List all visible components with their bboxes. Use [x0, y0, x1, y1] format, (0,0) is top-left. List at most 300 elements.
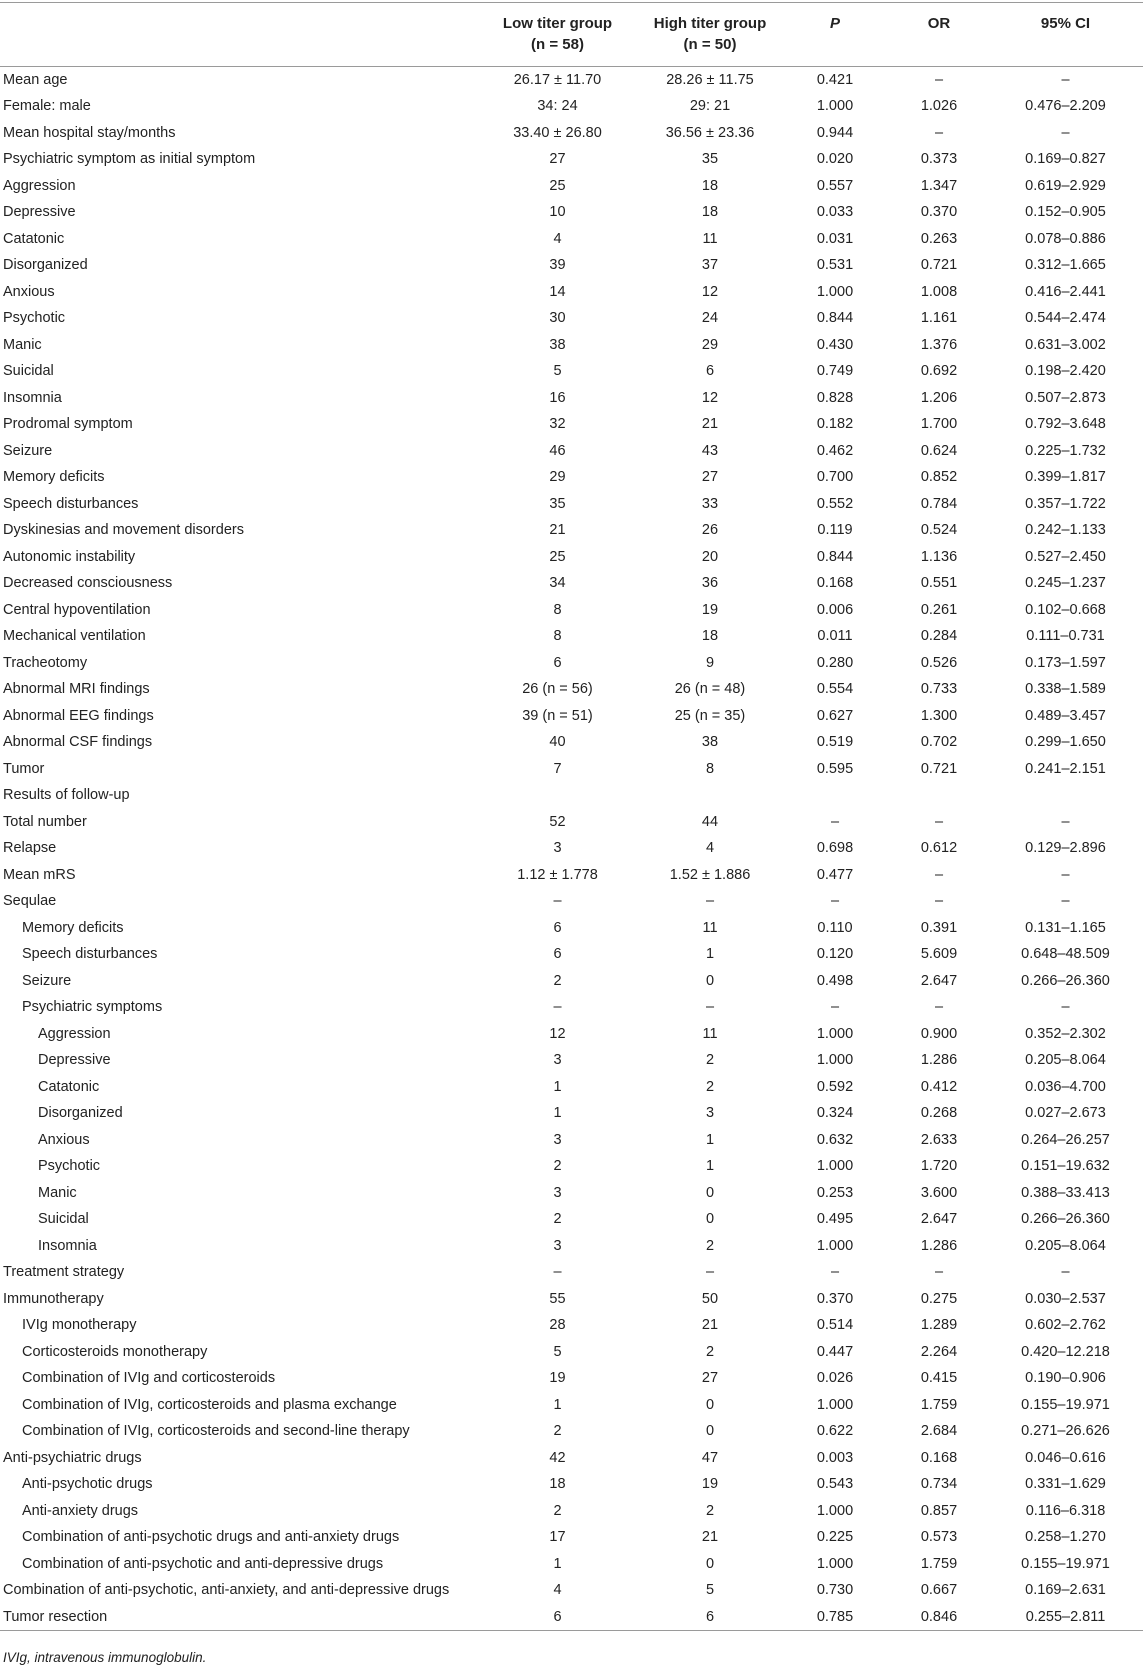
p-value: 0.554 — [816, 681, 854, 698]
or-value: 0.412 — [920, 1078, 958, 1095]
low-titer-value: 2 — [553, 1423, 562, 1440]
table-row — [0, 1180, 1143, 1207]
row-label: Combination of IVIg and corticosteroids — [22, 1370, 276, 1387]
or-value: – — [934, 893, 944, 910]
or-value: 1.759 — [920, 1396, 958, 1413]
low-titer-value: 2 — [553, 1158, 562, 1175]
header-or: OR — [890, 3, 988, 67]
low-titer-value: 52 — [549, 813, 566, 830]
high-titer-value: 0 — [705, 1211, 715, 1228]
low-titer-value: 3 — [553, 1052, 562, 1069]
row-label: Manic — [3, 336, 42, 353]
row-label: Tumor resection — [0, 1604, 475, 1631]
high-titer-value: 26 — [701, 522, 719, 539]
table-row — [0, 1577, 1143, 1604]
low-titer-value: 33.40 ± 26.80 — [513, 124, 602, 141]
or-value: – — [934, 999, 944, 1016]
table-row — [0, 1312, 1143, 1339]
ci-value: 0.129–2.896 — [1025, 840, 1106, 857]
row-label: Disorganized — [3, 257, 88, 274]
p-value: 1.000 — [816, 98, 854, 115]
ci-value: 0.266–26.360 — [1021, 972, 1110, 989]
high-titer-value: 28.26 ± 11.75 — [666, 72, 754, 88]
high-titer-value: 9 — [705, 654, 715, 671]
p-value: 0.531 — [816, 257, 854, 274]
or-value: 1.286 — [920, 1237, 958, 1254]
high-titer-value: – — [705, 893, 715, 910]
low-titer-value: 12 — [549, 1025, 566, 1042]
or-value: 0.526 — [920, 654, 958, 671]
p-value: 1.000 — [816, 1158, 854, 1175]
table-row — [0, 1286, 1143, 1313]
table-row — [0, 1233, 1143, 1260]
high-titer-value: 38 — [701, 734, 719, 751]
low-titer-value: 26 (n = 56) — [522, 681, 593, 698]
table-row — [0, 120, 1143, 147]
table-row — [0, 544, 1143, 571]
row-label: Abnormal MRI findings — [3, 681, 150, 698]
ci-value: 0.299–1.650 — [1025, 734, 1106, 751]
low-titer-value: 30 — [549, 310, 566, 327]
ci-value: 0.648–48.509 — [1021, 946, 1110, 963]
row-label: Seizure — [3, 442, 53, 459]
row-label: Depressive — [38, 1052, 111, 1069]
low-titer-value: 2 — [553, 1502, 562, 1519]
ci-value: 0.258–1.270 — [1025, 1529, 1106, 1546]
header-low-titer-title: Low titer group — [502, 15, 613, 32]
high-titer-value: 18 — [701, 628, 719, 645]
p-value: 1.000 — [816, 1025, 854, 1042]
row-label: Aggression — [3, 177, 76, 194]
p-value: 0.110 — [817, 919, 853, 936]
row-label: Combination of anti-psychotic and anti-depressive drugs — [22, 1555, 384, 1572]
table-row — [0, 517, 1143, 544]
p-value: 0.280 — [816, 654, 854, 671]
high-titer-value: 36 — [701, 575, 719, 592]
p-value: 0.730 — [816, 1582, 854, 1599]
or-value: 0.261 — [920, 601, 958, 618]
p-value: 0.552 — [816, 495, 854, 512]
ci-value — [988, 782, 1143, 809]
table-row — [0, 1259, 1143, 1286]
row-label: Prodromal symptom — [3, 416, 133, 433]
table-row — [0, 1365, 1143, 1392]
or-value: 0.692 — [920, 363, 958, 380]
ci-value: 0.420–12.218 — [1021, 1343, 1110, 1360]
p-value: 0.632 — [816, 1131, 854, 1148]
low-titer-value: 28 — [549, 1317, 566, 1334]
row-label: Psychotic — [38, 1158, 101, 1175]
table-row — [0, 915, 1143, 942]
data-table — [0, 2, 1143, 1631]
row-label: Combination of anti-psychotic, anti-anxiety, and anti-depressive drugs — [3, 1582, 450, 1599]
ci-value: – — [1061, 124, 1070, 141]
low-titer-value: 3 — [553, 1237, 562, 1254]
row-label: Treatment strategy — [3, 1264, 125, 1281]
row-label: Catatonic — [38, 1078, 100, 1095]
row-label: Relapse — [3, 840, 57, 857]
header-high-titer — [640, 3, 780, 67]
low-titer-value: 8 — [553, 601, 562, 618]
ci-value: 0.416–2.441 — [1025, 283, 1106, 300]
or-value: 0.573 — [920, 1529, 958, 1546]
ci-value: 0.131–1.165 — [1025, 919, 1106, 936]
or-value: 0.370 — [920, 204, 958, 221]
p-value: 0.033 — [816, 204, 854, 221]
row-label: Suicidal — [38, 1211, 89, 1228]
table-row — [0, 1524, 1143, 1551]
high-titer-value: 44 — [701, 813, 719, 830]
table-row — [0, 1047, 1143, 1074]
low-titer-value: 1 — [553, 1555, 562, 1572]
ci-value: 0.476–2.209 — [1025, 98, 1106, 115]
row-label: Seizure — [22, 972, 72, 989]
row-label: Insomnia — [38, 1237, 97, 1254]
or-value: – — [934, 72, 944, 88]
table-row — [0, 438, 1143, 465]
high-titer-value: 21 — [701, 416, 719, 433]
high-titer-value: 1 — [705, 1131, 715, 1148]
p-value: – — [830, 893, 840, 910]
low-titer-value: 18 — [549, 1476, 566, 1493]
row-label: Decreased consciousness — [3, 575, 173, 592]
or-value: 0.857 — [920, 1502, 958, 1519]
high-titer-value: 0 — [705, 1184, 715, 1201]
p-value: 0.225 — [816, 1529, 854, 1546]
p-value: 0.430 — [816, 336, 854, 353]
low-titer-value: 4 — [553, 230, 562, 247]
low-titer-value: 39 (n = 51) — [522, 707, 593, 724]
high-titer-value: 20 — [701, 548, 719, 565]
row-label: Anti-anxiety drugs — [22, 1502, 139, 1519]
high-titer-value: 11 — [702, 919, 718, 936]
row-label: Speech disturbances — [3, 495, 139, 512]
or-value: 3.600 — [920, 1184, 958, 1201]
high-titer-value: 27 — [701, 1370, 719, 1387]
low-titer-value: 16 — [549, 389, 566, 406]
or-value: 2.264 — [920, 1343, 958, 1360]
high-titer-value: – — [705, 999, 715, 1016]
p-value: 0.006 — [816, 601, 854, 618]
p-value: 0.003 — [816, 1449, 854, 1466]
table-row — [0, 968, 1143, 995]
table-row — [0, 623, 1143, 650]
or-value: 2.684 — [920, 1423, 958, 1440]
or-value: 1.300 — [920, 707, 958, 724]
or-value: 0.667 — [920, 1582, 958, 1599]
ci-value: 0.388–33.413 — [1021, 1184, 1110, 1201]
ci-value: 0.169–2.631 — [1025, 1582, 1106, 1599]
row-label: Suicidal — [3, 363, 54, 380]
high-titer-value: 36.56 ± 23.36 — [665, 124, 755, 141]
or-value: 0.733 — [920, 681, 958, 698]
table-row — [0, 226, 1143, 253]
low-titer-value: 4 — [553, 1582, 562, 1599]
row-label: Immunotherapy — [3, 1290, 104, 1307]
table-row — [0, 1498, 1143, 1525]
low-titer-value: 25 — [549, 548, 566, 565]
low-titer-value: 3 — [553, 840, 562, 857]
table-row — [0, 411, 1143, 438]
ci-value: 0.205–8.064 — [1025, 1237, 1106, 1254]
p-value: 0.785 — [780, 1604, 890, 1631]
low-titer-value: 5 — [553, 363, 562, 380]
low-titer-value: 6 — [553, 919, 562, 936]
table-row — [0, 1604, 1143, 1631]
or-value: 0.846 — [890, 1604, 988, 1631]
or-value: 0.721 — [920, 760, 958, 777]
low-titer-value: 6 — [553, 946, 562, 963]
header-label — [0, 3, 475, 67]
high-titer-value: 27 — [701, 469, 719, 486]
or-value: 0.391 — [920, 919, 958, 936]
ci-value: – — [1061, 813, 1070, 830]
p-value: – — [830, 999, 840, 1016]
or-value: 2.647 — [920, 972, 958, 989]
or-value: 1.161 — [920, 310, 958, 327]
ci-value: 0.225–1.732 — [1025, 442, 1106, 459]
or-value: 0.373 — [920, 151, 958, 168]
low-titer-value: 5 — [553, 1343, 562, 1360]
p-value: 0.498 — [816, 972, 854, 989]
table-row — [0, 491, 1143, 518]
low-titer-value: 46 — [549, 442, 566, 459]
high-titer-value: 50 — [701, 1290, 719, 1307]
ci-value: 0.245–1.237 — [1025, 575, 1106, 592]
table-row — [0, 1551, 1143, 1578]
p-value: 0.828 — [816, 389, 854, 406]
or-value: 1.026 — [920, 98, 958, 115]
header-low-titer-n: (n = 58) — [531, 36, 584, 53]
or-value: 0.612 — [920, 840, 958, 857]
row-label: Aggression — [38, 1025, 111, 1042]
ci-value: – — [1061, 866, 1070, 883]
high-titer-value: 8 — [705, 760, 715, 777]
ci-value: 0.619–2.929 — [1025, 177, 1106, 194]
or-value: 1.720 — [920, 1158, 958, 1175]
p-value: 0.324 — [816, 1105, 854, 1122]
row-label: Mean hospital stay/months — [3, 124, 176, 141]
ci-value: 0.357–1.722 — [1025, 495, 1106, 512]
low-titer-value: 1.12 ± 1.778 — [517, 866, 598, 883]
p-value: 0.749 — [816, 363, 854, 380]
low-titer-value — [475, 782, 640, 809]
or-value: 5.609 — [920, 946, 958, 963]
p-value: 1.000 — [816, 1502, 854, 1519]
table-row — [0, 1418, 1143, 1445]
p-value: 0.844 — [816, 548, 854, 565]
p-value: 0.700 — [816, 469, 854, 486]
ci-value: 0.602–2.762 — [1025, 1317, 1106, 1334]
high-titer-value: 1 — [705, 946, 715, 963]
or-value: 1.286 — [920, 1052, 958, 1069]
high-titer-value — [640, 782, 780, 809]
p-value: 0.514 — [816, 1317, 854, 1334]
high-titer-value: 43 — [701, 442, 719, 459]
row-label: Abnormal EEG findings — [3, 707, 154, 724]
ci-value: 0.264–26.257 — [1021, 1131, 1110, 1148]
table-row — [0, 703, 1143, 730]
table-row — [0, 279, 1143, 306]
or-value: – — [934, 813, 944, 830]
low-titer-value: 38 — [549, 336, 566, 353]
ci-value: 0.527–2.450 — [1025, 548, 1106, 565]
header-high-titer-title: High titer group — [653, 15, 767, 32]
high-titer-value: 12 — [701, 283, 719, 300]
high-titer-value: 24 — [701, 310, 719, 327]
or-value: 0.284 — [920, 628, 958, 645]
or-value: 1.347 — [920, 177, 958, 194]
table-row — [0, 597, 1143, 624]
row-label: Autonomic instability — [3, 548, 136, 565]
low-titer-value: 3 — [553, 1131, 562, 1148]
table-row — [0, 994, 1143, 1021]
table-footnote: IVIg, intravenous immunoglobulin. — [3, 1650, 207, 1665]
high-titer-value: 0 — [705, 1555, 715, 1572]
table-row — [0, 93, 1143, 120]
low-titer-value: 34: 24 — [537, 98, 578, 115]
high-titer-value: 0 — [705, 972, 715, 989]
high-titer-value: 2 — [705, 1052, 715, 1069]
high-titer-value: 2 — [705, 1502, 715, 1519]
p-value: 0.462 — [816, 442, 854, 459]
row-label: Catatonic — [3, 230, 65, 247]
p-value: – — [830, 1264, 840, 1281]
or-value: 0.275 — [920, 1290, 958, 1307]
ci-value: 0.027–2.673 — [1025, 1105, 1106, 1122]
or-value: 2.647 — [920, 1211, 958, 1228]
p-value: 0.698 — [816, 840, 854, 857]
or-value: – — [934, 866, 944, 883]
ci-value: 0.241–2.151 — [1025, 760, 1106, 777]
ci-value: 0.331–1.629 — [1025, 1476, 1106, 1493]
row-label: Central hypoventilation — [3, 601, 151, 618]
or-value: 0.168 — [920, 1449, 958, 1466]
high-titer-value: 4 — [705, 840, 715, 857]
p-value: 0.447 — [816, 1343, 854, 1360]
low-titer-value: – — [553, 999, 562, 1016]
header-p: P — [780, 3, 890, 67]
low-titer-value: 10 — [549, 204, 566, 221]
ci-value: 0.271–26.626 — [1021, 1423, 1110, 1440]
ci-value: – — [1061, 1264, 1070, 1281]
table-row — [0, 385, 1143, 412]
row-label: Female: male — [3, 98, 91, 115]
p-value: 0.182 — [816, 416, 854, 433]
p-value: 1.000 — [816, 1052, 854, 1069]
p-value: 0.020 — [816, 151, 854, 168]
high-titer-value: 1 — [705, 1158, 715, 1175]
ci-value: 0.169–0.827 — [1025, 151, 1106, 168]
table-row — [0, 173, 1143, 200]
or-value: 1.376 — [920, 336, 958, 353]
low-titer-value: 32 — [549, 416, 566, 433]
table-row — [0, 332, 1143, 359]
low-titer-value: 40 — [549, 734, 566, 751]
high-titer-value: 33 — [701, 495, 719, 512]
high-titer-value: 18 — [701, 177, 719, 194]
p-value: 1.000 — [816, 1555, 854, 1572]
ci-value: 0.338–1.589 — [1025, 681, 1106, 698]
header-ci: 95% CI — [988, 3, 1143, 67]
table-row — [0, 570, 1143, 597]
p-value: 0.944 — [816, 124, 854, 141]
low-titer-value: 34 — [549, 575, 566, 592]
high-titer-value: 18 — [701, 204, 719, 221]
ci-value: 0.507–2.873 — [1025, 389, 1106, 406]
ci-value: 0.399–1.817 — [1025, 469, 1106, 486]
ci-value: 0.173–1.597 — [1025, 654, 1106, 671]
p-value: 0.627 — [816, 707, 854, 724]
low-titer-value: 35 — [549, 495, 566, 512]
row-label: IVIg monotherapy — [22, 1317, 137, 1334]
high-titer-value: 0 — [705, 1396, 715, 1413]
row-label: Combination of IVIg, corticosteroids and plasma exchange — [22, 1396, 397, 1413]
high-titer-value: 37 — [701, 257, 719, 274]
p-value: 1.000 — [816, 283, 854, 300]
or-value: 0.263 — [920, 230, 958, 247]
row-label: Tumor — [3, 760, 45, 777]
row-label: Sequlae — [3, 893, 57, 910]
row-label: Corticosteroids monotherapy — [22, 1343, 208, 1360]
low-titer-value: 3 — [553, 1184, 562, 1201]
row-label: Psychotic — [3, 310, 66, 327]
row-label: Manic — [38, 1184, 77, 1201]
ci-value: 0.205–8.064 — [1025, 1052, 1106, 1069]
low-titer-value: – — [553, 893, 562, 910]
low-titer-value: 27 — [549, 151, 566, 168]
ci-value: 0.792–3.648 — [1025, 416, 1106, 433]
p-value: 0.592 — [816, 1078, 854, 1095]
p-value: 0.253 — [816, 1184, 854, 1201]
high-titer-value: 25 (n = 35) — [674, 707, 746, 724]
table-row — [0, 1127, 1143, 1154]
table-row — [0, 67, 1143, 94]
p-value: 0.477 — [816, 866, 854, 883]
or-value: 1.136 — [920, 548, 958, 565]
p-value: 0.595 — [816, 760, 854, 777]
row-label: Combination of anti-psychotic drugs and anti-anxiety drugs — [22, 1529, 400, 1546]
or-value — [890, 782, 988, 809]
high-titer-value: 47 — [701, 1449, 719, 1466]
row-label: Mean mRS — [3, 866, 76, 883]
table-row — [0, 650, 1143, 677]
row-label: Depressive — [3, 204, 76, 221]
table-row — [0, 358, 1143, 385]
table-row — [0, 1339, 1143, 1366]
p-value: 0.370 — [816, 1290, 854, 1307]
or-value: 1.206 — [920, 389, 958, 406]
or-value: 0.734 — [920, 1476, 958, 1493]
table-row — [0, 782, 1143, 809]
p-value: 1.000 — [816, 1396, 854, 1413]
row-label: Dyskinesias and movement disorders — [3, 522, 244, 539]
high-titer-value: 19 — [701, 1476, 719, 1493]
low-titer-value: 19 — [549, 1370, 566, 1387]
row-label: Psychiatric symptom as initial symptom — [3, 151, 256, 168]
low-titer-value: 2 — [553, 972, 562, 989]
ci-value: – — [1061, 72, 1070, 88]
high-titer-value: 2 — [705, 1078, 715, 1095]
ci-value: 0.242–1.133 — [1025, 522, 1106, 539]
table-row — [0, 1445, 1143, 1472]
low-titer-value: 17 — [549, 1529, 566, 1546]
row-label: Results of follow-up — [3, 787, 130, 804]
ci-value: 0.102–0.668 — [1025, 601, 1106, 618]
high-titer-value: 26 (n = 48) — [674, 681, 746, 698]
table-row — [0, 862, 1143, 889]
high-titer-value: 2 — [705, 1343, 715, 1360]
